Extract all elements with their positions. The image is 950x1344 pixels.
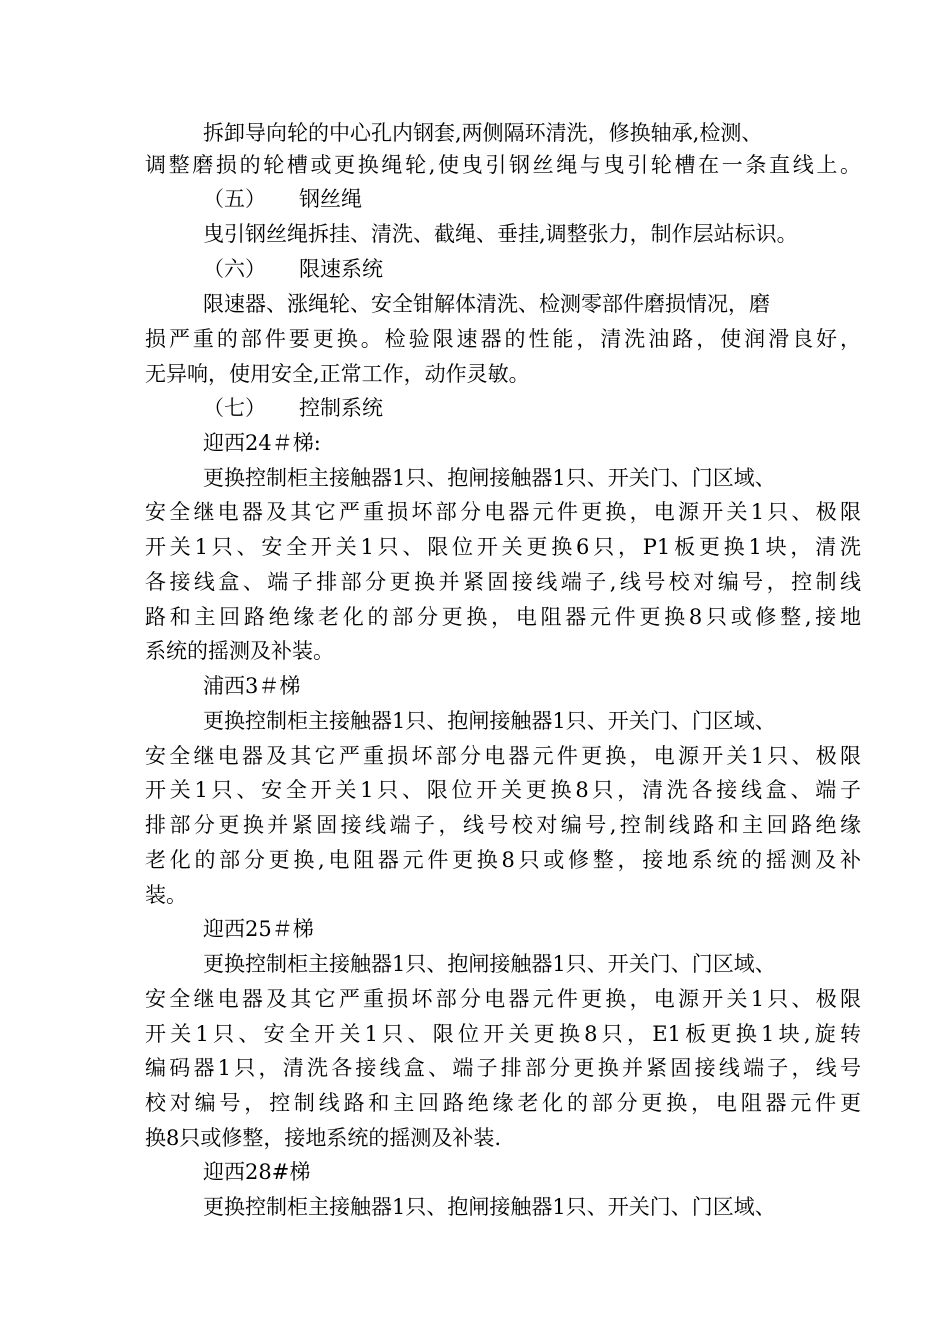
paragraph-line: 排部分更换并紧固接线端子，线号校对编号,控制线路和主回路绝缘 [145,813,861,837]
paragraph-line: 调整磨损的轮槽或更换绳轮,使曳引钢丝绳与曳引轮槽在一条直线上。 [145,153,861,177]
paragraph-line: 更换控制柜主接触器1只、抱闸接触器1只、开关门、门区域、 [203,952,776,976]
paragraph-line: 开关1只、安全开关1只、限位开关更换8只，E1板更换1块,旋转 [145,1022,861,1046]
paragraph-line: 无异响，使用安全,正常工作，动作灵敏。 [145,362,530,386]
section-title: 控制系统 [299,396,383,420]
paragraph-line: 校对编号，控制线路和主回路绝缘老化的部分更换，电阻器元件更 [145,1091,861,1115]
paragraph-line: 老化的部分更换,电阻器元件更换8只或修整，接地系统的摇测及补 [145,848,861,872]
paragraph-line: 开关1只、安全开关1只、限位开关更换8只，清洗各接线盒、端子 [145,778,861,802]
elevator-label: 迎西25＃梯 [203,917,314,941]
elevator-label: 迎西28#梯 [203,1160,311,1184]
elevator-label: 浦西3＃梯 [203,674,301,698]
paragraph-line: 限速器、涨绳轮、安全钳解体清洗、检测零部件磨损情况，磨 [203,292,770,316]
section-heading-control-system [203,393,383,423]
section-heading-wire-rope [203,184,362,214]
paragraph-line: 换8只或修整，接地系统的摇测及补装. [145,1126,502,1150]
section-title: 钢丝绳 [299,187,362,211]
paragraph-line: 路和主回路绝缘老化的部分更换，电阻器元件更换8只或修整,接地 [145,605,861,629]
section-number: （五） [203,187,266,211]
paragraph-line: 损严重的部件要更换。检验限速器的性能，清洗油路，使润滑良好， [145,327,861,351]
section-title: 限速系统 [299,257,383,281]
paragraph-line: 开关1只、安全开关1只、限位开关更换6只，P1板更换1块，清洗 [145,535,861,559]
paragraph-line: 更换控制柜主接触器1只、抱闸接触器1只、开关门、门区域、 [203,1195,776,1219]
paragraph-line: 曳引钢丝绳拆挂、清洗、截绳、垂挂,调整张力，制作层站标识。 [203,222,798,246]
section-number: （七） [203,396,266,420]
paragraph-line: 各接线盒、端子排部分更换并紧固接线端子,线号校对编号，控制线 [145,570,861,594]
section-heading-speed-governor [203,254,383,284]
elevator-label: 迎西24＃梯: [203,431,321,455]
paragraph-line: 安全继电器及其它严重损坏部分电器元件更换，电源开关1只、极限 [145,744,861,768]
paragraph-line: 更换控制柜主接触器1只、抱闸接触器1只、开关门、门区域、 [203,466,776,490]
paragraph-line: 安全继电器及其它严重损坏部分电器元件更换，电源开关1只、极限 [145,500,861,524]
paragraph-line: 更换控制柜主接触器1只、抱闸接触器1只、开关门、门区域、 [203,709,776,733]
paragraph-line: 装。 [145,883,187,907]
paragraph-line: 拆卸导向轮的中心孔内钢套,两侧隔环清洗，修换轴承,检测、 [203,121,763,145]
paragraph-line: 编码器1只，清洗各接线盒、端子排部分更换并紧固接线端子，线号 [145,1056,861,1080]
paragraph-line: 系统的摇测及补装。 [145,639,334,663]
paragraph-line: 安全继电器及其它严重损坏部分电器元件更换，电源开关1只、极限 [145,987,861,1011]
section-number: （六） [203,257,266,281]
